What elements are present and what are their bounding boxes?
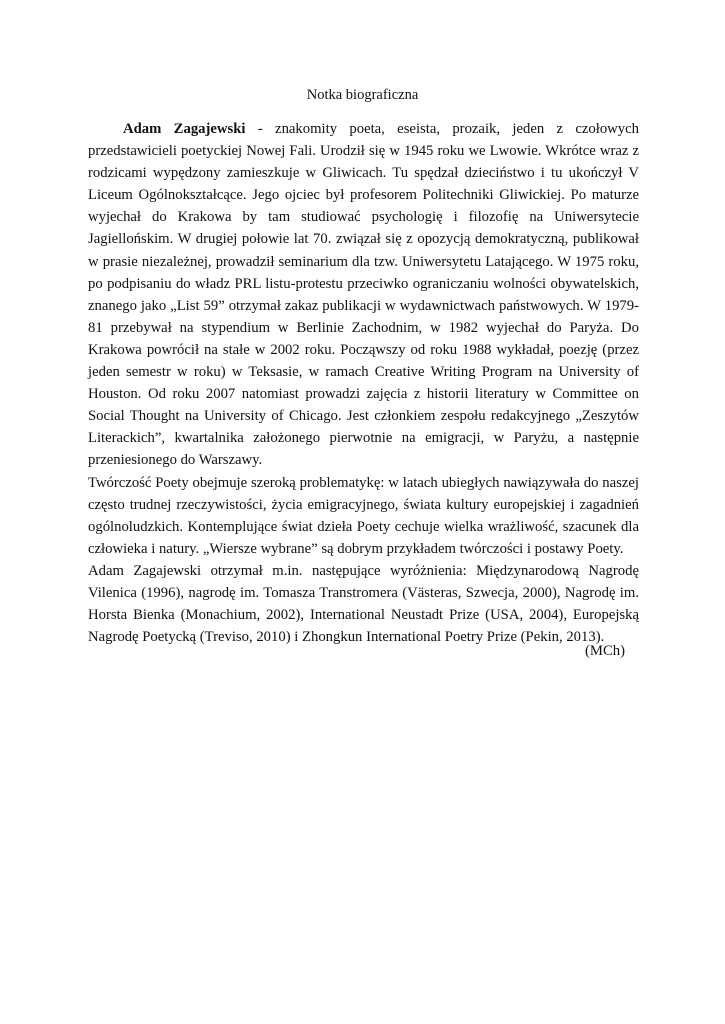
author-name: Adam Zagajewski xyxy=(123,121,246,137)
document-body xyxy=(88,118,639,648)
paragraph-biography xyxy=(88,118,639,472)
paragraph-biography-text: - znakomity poeta, eseista, prozaik, jeden z czołowych przedstawicieli poetyckiej Nowej Fali. Urodził się w 1945 roku we Lwowie. Wkrótce wraz z rodzicami wypędzony zamieszkuje w Gliwicach. Tu spędzał dzieciństwo i tu ukończył V Liceum Ogólnokształcące. Jego ojciec był profesorem Politechniki Gliwickiej. Po maturze wyjechał do Krakowa by tam studiować psychologię i filozofię na Uniwersytecie Jagiellońskim. W drugiej połowie lat 70. związał się z opozycją demokratyczną, publikował w prasie niezależnej, prowadził seminarium dla tzw. Uniwersytetu Latającego. W 1975 roku, po podpisaniu do władz PRL listu-protestu przeciwko ograniczaniu wolności obywatelskich, znanego jako „List 59” otrzymał zakaz publikacji w wydawnictwach państwowych. W 1979-81 przebywał na stypendium w Berlinie Zachodnim, w 1982 wyjechał do Paryża. Do Krakowa powrócił na stałe w 2002 roku. Począwszy od roku 1988 wykładał, poezję (przez jeden semestr w roku) w Teksasie, w ramach Creative Writing Program na University of Houston. Od roku 2007 natomiast prowadzi zajęcia z historii literatury w Committee on Social Thought na University of Chicago. Jest członkiem zespołu redakcyjnego „Zeszytów Literackich”, kwartalnika założonego pierwotnie na emigracji, w Paryżu, a następnie przeniesionego do Warszawy. xyxy=(88,121,639,469)
paragraph-awards: Adam Zagajewski otrzymał m.in. następujące wyróżnienia: Międzynarodową Nagrodę Vilenica (1996), nagrodę im. Tomasza Transtromera (Västeras, Szwecja, 2000), Nagrodę im. Horsta Bienka (Monachium, 2002), International Neustadt Prize (USA, 2004), Europejską Nagrodę Poetycką (Treviso, 2010) i Zhongkun International Poetry Prize (Pekin, 2013). xyxy=(88,562,639,646)
signature-initials: (MCh) xyxy=(585,643,625,659)
paragraph-works: Twórczość Poety obejmuje szeroką problematykę: w latach ubiegłych nawiązywała do naszej często trudnej rzeczywistości, życia emigracyjnego, świata kultury europejskiej i zagadnień ogólnoludzkich. Kontemplujące świat dzieła Poety cechuje wielka wrażliwość, szacunek dla człowieka i natury. „Wiersze wybrane” są dobrym przykładem twórczości i postawy Poety. xyxy=(88,474,639,557)
document-title: Notka biograficzna xyxy=(306,87,419,103)
